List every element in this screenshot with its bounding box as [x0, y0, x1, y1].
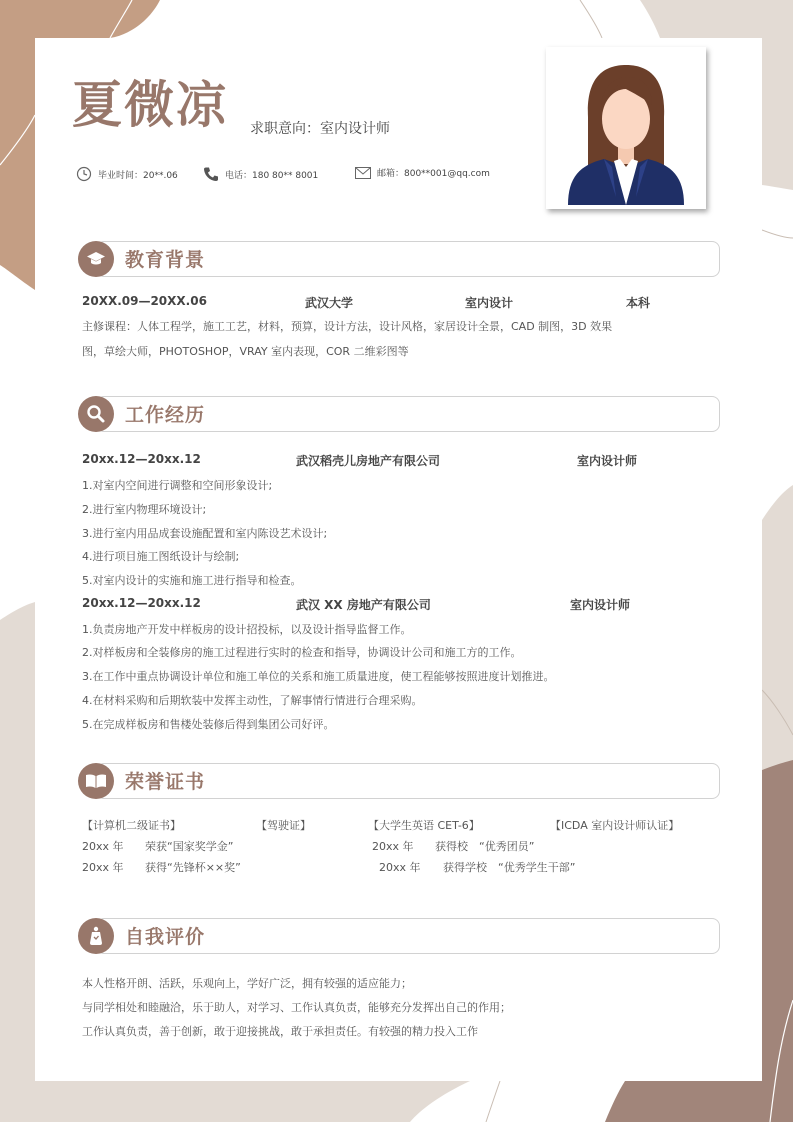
graduation-text: 毕业时间：20**.06	[98, 170, 178, 181]
award-text: 获得校 “优秀团员”	[435, 840, 535, 853]
email-info	[355, 166, 490, 179]
job-company: 武汉稻壳儿房地产有限公司	[296, 454, 441, 468]
honors-header	[78, 763, 718, 799]
job-duty: 3.进行室内用品成套设施配置和室内陈设艺术设计;	[82, 527, 328, 540]
award-year: 20xx 年	[82, 861, 124, 874]
cert-item: 【计算机二级证书】	[82, 819, 181, 832]
job-duty: 5.对室内设计的实施和施工进行指导和检查。	[82, 574, 302, 587]
education-courses-1: 主修课程：人体工程学，施工工艺，材料，预算，设计方法，设计风格，家居设计全景，CAD 制图，3D 效果	[82, 320, 613, 333]
cert-item: 【大学生英语 CET-6】	[368, 819, 480, 832]
work-header	[78, 396, 718, 432]
award-year: 20xx 年	[82, 840, 124, 853]
job-period: 20xx.12—20xx.12	[82, 596, 201, 610]
job-duty: 4.在材料采购和后期软装中发挥主动性，了解事情行情进行合理采购。	[82, 694, 423, 707]
mail-icon	[355, 167, 371, 179]
education-courses-2: 图，草绘大师，PHOTOSHOP，VRAY 室内表现，COR 二维彩图等	[82, 345, 409, 358]
self-eval-line: 与同学相处和睦融洽，乐于助人，对学习、工作认真负责，能够充分发挥出自己的作用；	[82, 1001, 511, 1014]
phone-info	[203, 166, 318, 182]
avatar-illustration	[546, 47, 706, 209]
job-position: 室内设计师	[577, 454, 638, 468]
work-title: 工作经历	[125, 404, 206, 426]
job-duty: 1.对室内空间进行调整和空间形象设计;	[82, 479, 273, 492]
candidate-name: 夏微凉	[72, 76, 228, 134]
profile-photo	[546, 47, 706, 209]
award-text: 获得“先锋杯××奖”	[145, 861, 241, 874]
self-eval-title: 自我评价	[125, 926, 206, 948]
job-duty: 4.进行项目施工图纸设计与绘制;	[82, 550, 240, 563]
job-position: 室内设计师	[570, 598, 631, 612]
phone-text: 电话：180 80** 8001	[225, 170, 319, 181]
self-eval-header	[78, 918, 718, 954]
job-duty: 1.负责房地产开发中样板房的设计招投标，以及设计指导监督工作。	[82, 623, 412, 636]
education-period: 20XX.09—20XX.06	[82, 294, 207, 308]
honors-title: 荣誉证书	[125, 771, 206, 793]
education-school: 武汉大学	[305, 296, 354, 310]
email-text: 邮箱：800**001@qq.com	[377, 169, 490, 179]
self-eval-line: 工作认真负责，善于创新，敢于迎接挑战，敢于承担责任。有较强的精力投入工作	[82, 1025, 478, 1038]
education-title: 教育背景	[125, 249, 206, 271]
cert-item: 【驾驶证】	[256, 819, 311, 832]
clock-icon	[76, 166, 92, 182]
search-icon	[78, 396, 114, 432]
award-year: 20xx 年	[379, 861, 421, 874]
job-duty: 3.在工作中重点协调设计单位和施工单位的关系和施工质量进度，使工程能够按照进度计划推进。	[82, 670, 555, 683]
education-header	[78, 241, 718, 277]
graduation-cap-icon	[78, 241, 114, 277]
phone-icon	[203, 166, 219, 182]
job-duty: 5.在完成样板房和售楼处装修后得到集团公司好评。	[82, 718, 335, 731]
education-major: 室内设计	[465, 296, 514, 310]
cert-item: 【ICDA 室内设计师认证】	[550, 819, 680, 832]
award-text: 荣获“国家奖学金”	[145, 840, 234, 853]
job-period: 20xx.12—20xx.12	[82, 452, 201, 466]
education-degree: 本科	[626, 296, 651, 310]
award-year: 20xx 年	[372, 840, 414, 853]
book-icon	[78, 763, 114, 799]
award-icon	[78, 918, 114, 954]
job-duty: 2.对样板房和全装修房的施工过程进行实时的检查和指导，协调设计公司和施工方的工作。	[82, 646, 522, 659]
job-company: 武汉 XX 房地产有限公司	[296, 598, 431, 612]
award-text: 获得学校 “优秀学生干部”	[443, 861, 576, 874]
self-eval-line: 本人性格开朗、活跃，乐观向上，学好广泛，拥有较强的适应能力；	[82, 977, 412, 990]
graduation-info	[76, 166, 178, 182]
job-duty: 2.进行室内物理环境设计;	[82, 503, 207, 516]
job-objective: 求职意向：室内设计师	[250, 121, 390, 137]
